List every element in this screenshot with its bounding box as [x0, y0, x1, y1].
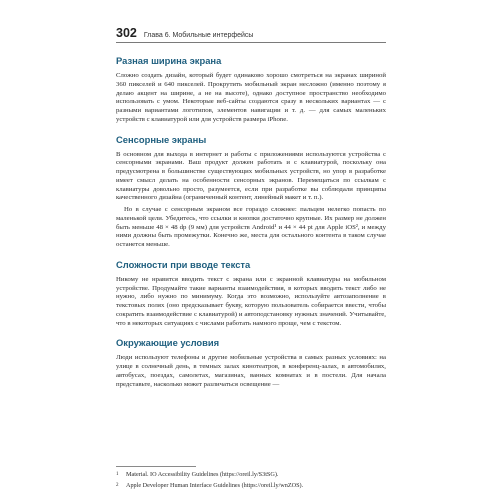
- section-heading: Сложности при вводе текста: [116, 258, 251, 270]
- running-header: [116, 26, 386, 40]
- chapter-title: Глава 6. Мобильные интерфейсы: [143, 32, 254, 39]
- header-rule: [116, 42, 386, 43]
- footnote-text: Material. IO Accessibility Guidelines (https://oreil.ly/S3tSG).: [126, 471, 279, 478]
- paragraph: Но в случае с сенсорным экраном все гораздо сложнее: пальцем нелегко попасть по маленькой цели. Убедитесь, что ссылки и кнопки достаточно крупные. Их размер не должен быть меньше 48 × 48 dp (9 мм) для устройств Android¹ и 44 × 44 pt для Apple iOS², и между ними должны быть промежутки. Конечно же, места для остального контента в таком случае останется меньше.: [116, 206, 386, 248]
- section-heading: Разная ширина экрана: [116, 55, 222, 66]
- paragraph: В основном для выхода в интернет и работы с приложениями используются устройства с сенсорными экранами. Ваш продукт должен работать и с клавиатурой, поскольку она предусмотрена в большинстве существующих мобильных устройств, но упор в разработке имеет смысл делать на особенности сенсорных экранов. Перемещаться по ссылкам с клавиатуры довольно просто, разумеется, если при разработке вы соблюдали принципы качественного дизайна (ограниченный контент, линейный макет и т. п.).: [116, 150, 386, 202]
- paragraph: Никому не нравится вводить текст с экрана или с экранной клавиатуры на мобильном устройстве. Продумайте такие варианты взаимодействия, в которых вводить текст либо не нужно, либо нужно по минимуму. Когда это возможно, используйте автозаполнение в текстовых полях (оно предсказывает букву, которую пользователь собирается ввести, чтобы сократить взаимодействие с клавиатурой) и автоподстановку нужных значений. Учитывайте, что в некоторых ситуациях с числами работать намного проще, чем с текстом.: [116, 275, 386, 327]
- paragraph: Люди используют телефоны и другие мобильные устройства в самых разных условиях: на улице в солнечный день, в темных залах кинотеатров, в конференц-залах, в автомобилях, автобусах, поездах, самолетах, магазинах, ванных комнатах и в постели. Для начала представьте, насколько может различаться освещение —: [116, 354, 386, 388]
- section-heading: Окружающие условия: [116, 337, 220, 349]
- main-content: [116, 48, 386, 392]
- page-number: 302: [116, 26, 137, 40]
- footnote-text: Apple Developer Human Interface Guidelines (https://oreil.ly/wnZOS).: [126, 482, 304, 489]
- footnotes: [116, 469, 386, 491]
- paragraph: Сложно создать дизайн, который будет одинаково хорошо смотреться на экранах шириной 360 пикселей и 640 пикселей. Прокрутить мобильный экран несложно (именно поэтому я делаю акцент на ширине, а не на высоте), однако доступное пространство необходимо использовать с умом. Некоторые веб-сайты создаются сразу в нескольких вариантах — с разными вариантами логотипов, элементов навигации и т. д. — для самых маленьких устройств с клавиатурой или для устройств размера iPhone.: [116, 72, 386, 123]
- footnote-number: 1: [116, 472, 119, 477]
- footnote-rule: [116, 466, 196, 467]
- footnote: [116, 480, 386, 491]
- footnote: [116, 469, 386, 480]
- footnote-number: 2: [116, 483, 119, 488]
- section-heading: Сенсорные экраны: [116, 133, 207, 145]
